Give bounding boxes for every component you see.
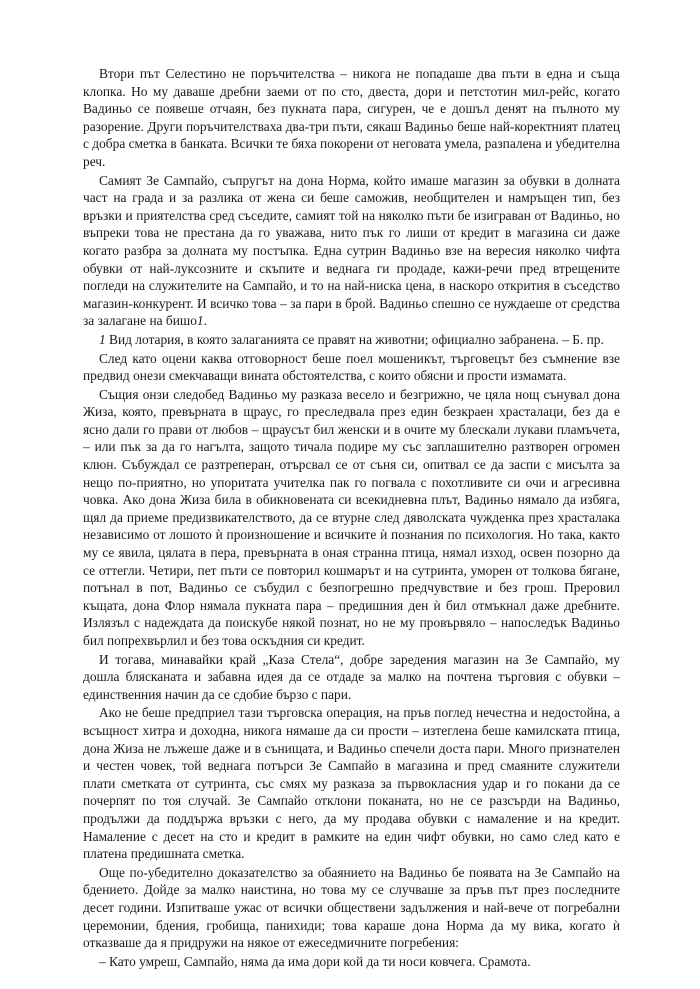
paragraph-text: – Като умреш, Сампайо, няма да има дори кой да ти носи ковчега. Срамота. [99, 953, 531, 969]
paragraph-text: Ако не беше предприел тази търговска операция, на пръв поглед нечестна и недостойна, а всъщност хитра и доходна, никога нямаше да си прости – изтеглена беше камилската птица, дона Жиза не лъжеше даже и в сънищата, и Вадиньо спечели доста пари. Много признателен и честен човек, той веднага потърси Зе Сампайо в магазина и пред смаяните служители плати сметката от сутринта, със смях му разказа за първокласния удар и го покани да се почерпят по тоя случай. Зе Сампайо отклони поканата, но не се разсърди на Вадиньо, продължи да поддържа връзки с него, да му продава обувки с намаление и на кредит. Намаление с десет на сто и кредит в рамките на един чифт обувки, но само след като е платена предишната сметка. [83, 705, 620, 862]
footnote-reference: 1 [196, 313, 204, 329]
footnote [83, 331, 620, 349]
paragraph-text: След като оцени каква отговорност беше поел мошеникът, търговецът без съмнение взе предвид онези смекчаващи вината обстоятелства, с които обясни и прости измамата. [83, 350, 620, 384]
paragraph-6 [83, 704, 620, 862]
paragraph-8 [83, 953, 620, 971]
paragraph-1 [83, 65, 620, 171]
paragraph-5 [83, 651, 620, 704]
paragraph-4 [83, 386, 620, 650]
footnote-text: Вид лотария, в която залаганията се правят на животни; официално забранена. – Б. пр. [105, 331, 604, 347]
paragraph-7 [83, 864, 620, 952]
paragraph-text: И тогава, минавайки край „Каза Стела“, добре заредения магазин на Зе Сампайо, му дошла блясканата и забавна идея да се отдаде за малко на почтена търговия с обувки – единственния начин да се сдобие бързо с пари. [83, 651, 620, 702]
paragraph-text: Втори път Селестино не поръчителства – никога не попадаше два пъти в една и съща клопка. Но му даваше дребни заеми от по сто, двеста, дори и петстотин мил-рейс, когато Вадиньо се появеше отчаян, без пукната пара, сигурен, че е дошъл денят на пълното му разорение. Други поръчителстваха два-три пъти, сякаш Вадиньо беше най-коректният платец с добра сметка в банката. Всички те бяха покорени от неговата умела, разпалена и убедителна реч. [83, 66, 620, 169]
paragraph-end-punctuation: . [203, 313, 207, 329]
paragraph-text: Самият Зе Сампайо, съпругът на дона Норма, който имаше магазин за обувки в долната част на града и за разлика от жена си беше саможив, необщителен и намръщен тип, без връзки и приятелства сред съседите, самият той на няколко пъти бе изиграван от Вадиньо, но въпреки това не престана да го уважава, нито пък го лиши от кредит в магазина си даже когато разбра за долната му постъпка. Една сутрин Вадиньо взе на вересия няколко чифта обувки от най-луксозните и скъпите и веднага ги продаде, кажи-речи пред втрещените погледи на служителите на Сампайо, и то на най-ниска цена, в наскоро открития в съседство магазин-конкурент. И всичко това – за пари в брой. Вадиньо спешно се нуждаеше от средства за залагане на бишо [83, 172, 620, 329]
paragraph-text: Още по-убедително доказателство за обаянието на Вадиньо бе появата на Зе Сампайо на бдението. Дойде за малко наистина, но това му се случваше за пръв път през последните десет години. Изпитваше ужас от всички обществени задължения и най-вече от погребални церемонии, бдения, гробища, панихиди; това караше дона Норма да му вика, когато ѝ отказваше да я придружи на някое от ежеседмичните погребения: [83, 864, 620, 951]
document-page [83, 65, 620, 971]
paragraph-2 [83, 172, 620, 330]
footnote-number: 1 [99, 331, 106, 347]
paragraph-3 [83, 350, 620, 385]
paragraph-text: Същия онзи следобед Вадиньо му разказа весело и безгрижно, че цяла нощ сънувал дона Жиза, която, превърната в щраус, го преследвала през един безкраен храсталаци, без да е ясно дали го прави от любов – щраусът бил женски и в очите му блескали лукави пламъчета, – или пък за да го нагълта, защото тичала подире му със заплашително разтворен огромен клюн. Събуждал се разтреперан, отърсвал се от съня си, опитвал се да заспи с мисълта за нещо по-приятно, но упоритата учителка пак го погвала с похотливите си очи и агресивна човка. Ако дона Жиза била в обикновената си всекидневна плът, Вадиньо нямало да избяга, щял да приеме предизвикателството, да се втурне след дяволската чужденка през храсталака независимо от лошото ѝ произношение и всичките ѝ познания по психология. Но така, както му се явила, цялата в пера, превърната в оная странна птица, нямал изход, освен позорно да се оттегли. Четири, пет пъти се повторил кошмарът и на сутринта, уморен от толкова бягане, потънал в пот, Вадиньо се събудил с безпогрешно предчувствие и без грош. Преровил къщата, дона Флор нямала пукната пара – предишния ден ѝ бил отмъкнал даже дребните. Излязъл с надеждата да поискубе някой познат, но не му провървяло – напоследък Вадиньо бил попрехвърлил и без това оскъдния си кредит. [83, 386, 620, 648]
